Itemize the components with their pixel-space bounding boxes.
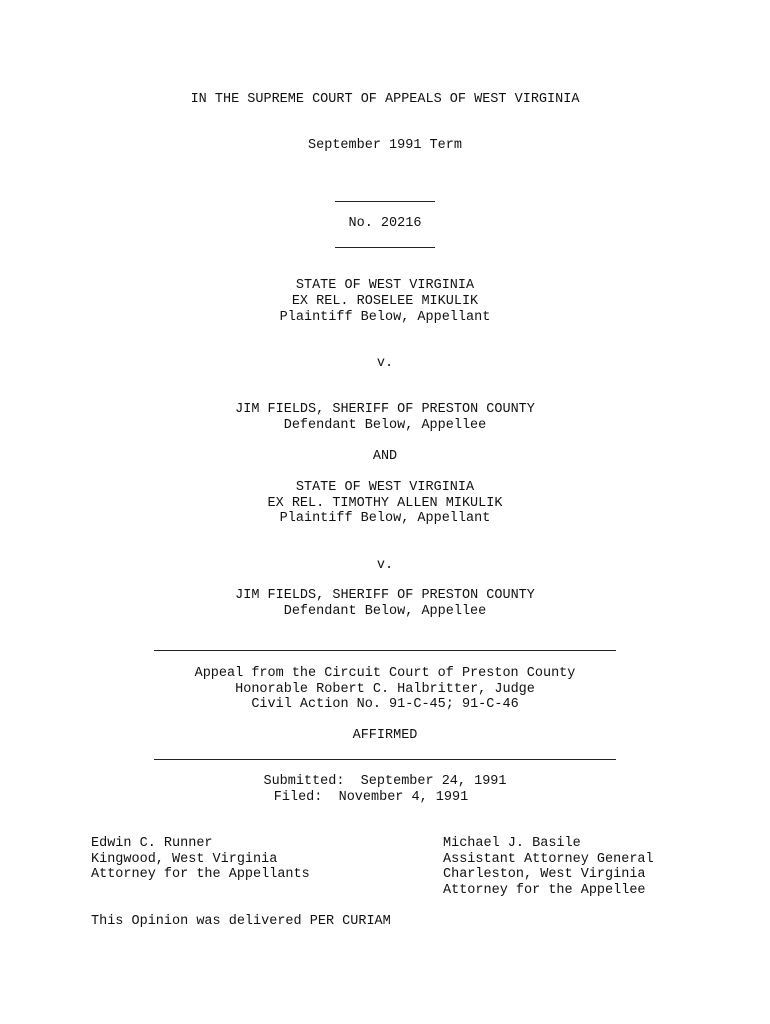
docket-number: No. 20216 bbox=[348, 216, 422, 231]
case2-plaintiff-line1: STATE OF WEST VIRGINIA bbox=[295, 480, 475, 495]
case2-plaintiff-role: Plaintiff Below, Appellant bbox=[279, 511, 491, 526]
counsel-appellee-name: Michael J. Basile bbox=[443, 836, 581, 851]
counsel-appellee-title: Assistant Attorney General bbox=[443, 852, 654, 867]
case1-versus: v. bbox=[376, 356, 394, 371]
case1-plaintiff-line2: EX REL. ROSELEE MIKULIK bbox=[291, 294, 479, 309]
case1-plaintiff-role: Plaintiff Below, Appellant bbox=[279, 310, 491, 325]
appeal-rule-top bbox=[154, 650, 616, 651]
appeal-from: Appeal from the Circuit Court of Preston County bbox=[194, 666, 576, 681]
case2-defendant: JIM FIELDS, SHERIFF OF PRESTON COUNTY bbox=[235, 588, 535, 603]
term: September 1991 Term bbox=[308, 138, 462, 153]
counsel-appellants-location: Kingwood, West Virginia bbox=[91, 852, 278, 867]
appeal-judge: Honorable Robert C. Halbritter, Judge bbox=[235, 682, 535, 697]
docket-rule-top bbox=[335, 201, 435, 202]
counsel-appellee-role: Attorney for the Appellee bbox=[443, 883, 646, 898]
disposition: AFFIRMED bbox=[352, 728, 418, 743]
filed-date: Filed: November 4, 1991 bbox=[273, 790, 469, 805]
case1-defendant-role: Defendant Below, Appellee bbox=[283, 418, 487, 433]
case2-plaintiff-line2: EX REL. TIMOTHY ALLEN MIKULIK bbox=[267, 496, 503, 511]
conjunction: AND bbox=[372, 449, 398, 464]
case1-defendant: JIM FIELDS, SHERIFF OF PRESTON COUNTY bbox=[235, 402, 535, 417]
appeal-action: Civil Action No. 91-C-45; 91-C-46 bbox=[251, 697, 519, 712]
submitted-date: Submitted: September 24, 1991 bbox=[263, 774, 507, 789]
case2-versus: v. bbox=[376, 558, 394, 573]
opinion-delivery-note: This Opinion was delivered PER CURIAM bbox=[91, 914, 391, 929]
appeal-rule-bottom bbox=[154, 759, 616, 760]
counsel-appellee-location: Charleston, West Virginia bbox=[443, 867, 646, 882]
case2-defendant-role: Defendant Below, Appellee bbox=[283, 604, 487, 619]
case1-plaintiff-line1: STATE OF WEST VIRGINIA bbox=[295, 278, 475, 293]
counsel-appellants-name: Edwin C. Runner bbox=[91, 836, 213, 851]
court-heading: IN THE SUPREME COURT OF APPEALS OF WEST VIRGINIA bbox=[190, 92, 580, 107]
docket-rule-bottom bbox=[335, 247, 435, 248]
counsel-appellants-role: Attorney for the Appellants bbox=[91, 867, 310, 882]
